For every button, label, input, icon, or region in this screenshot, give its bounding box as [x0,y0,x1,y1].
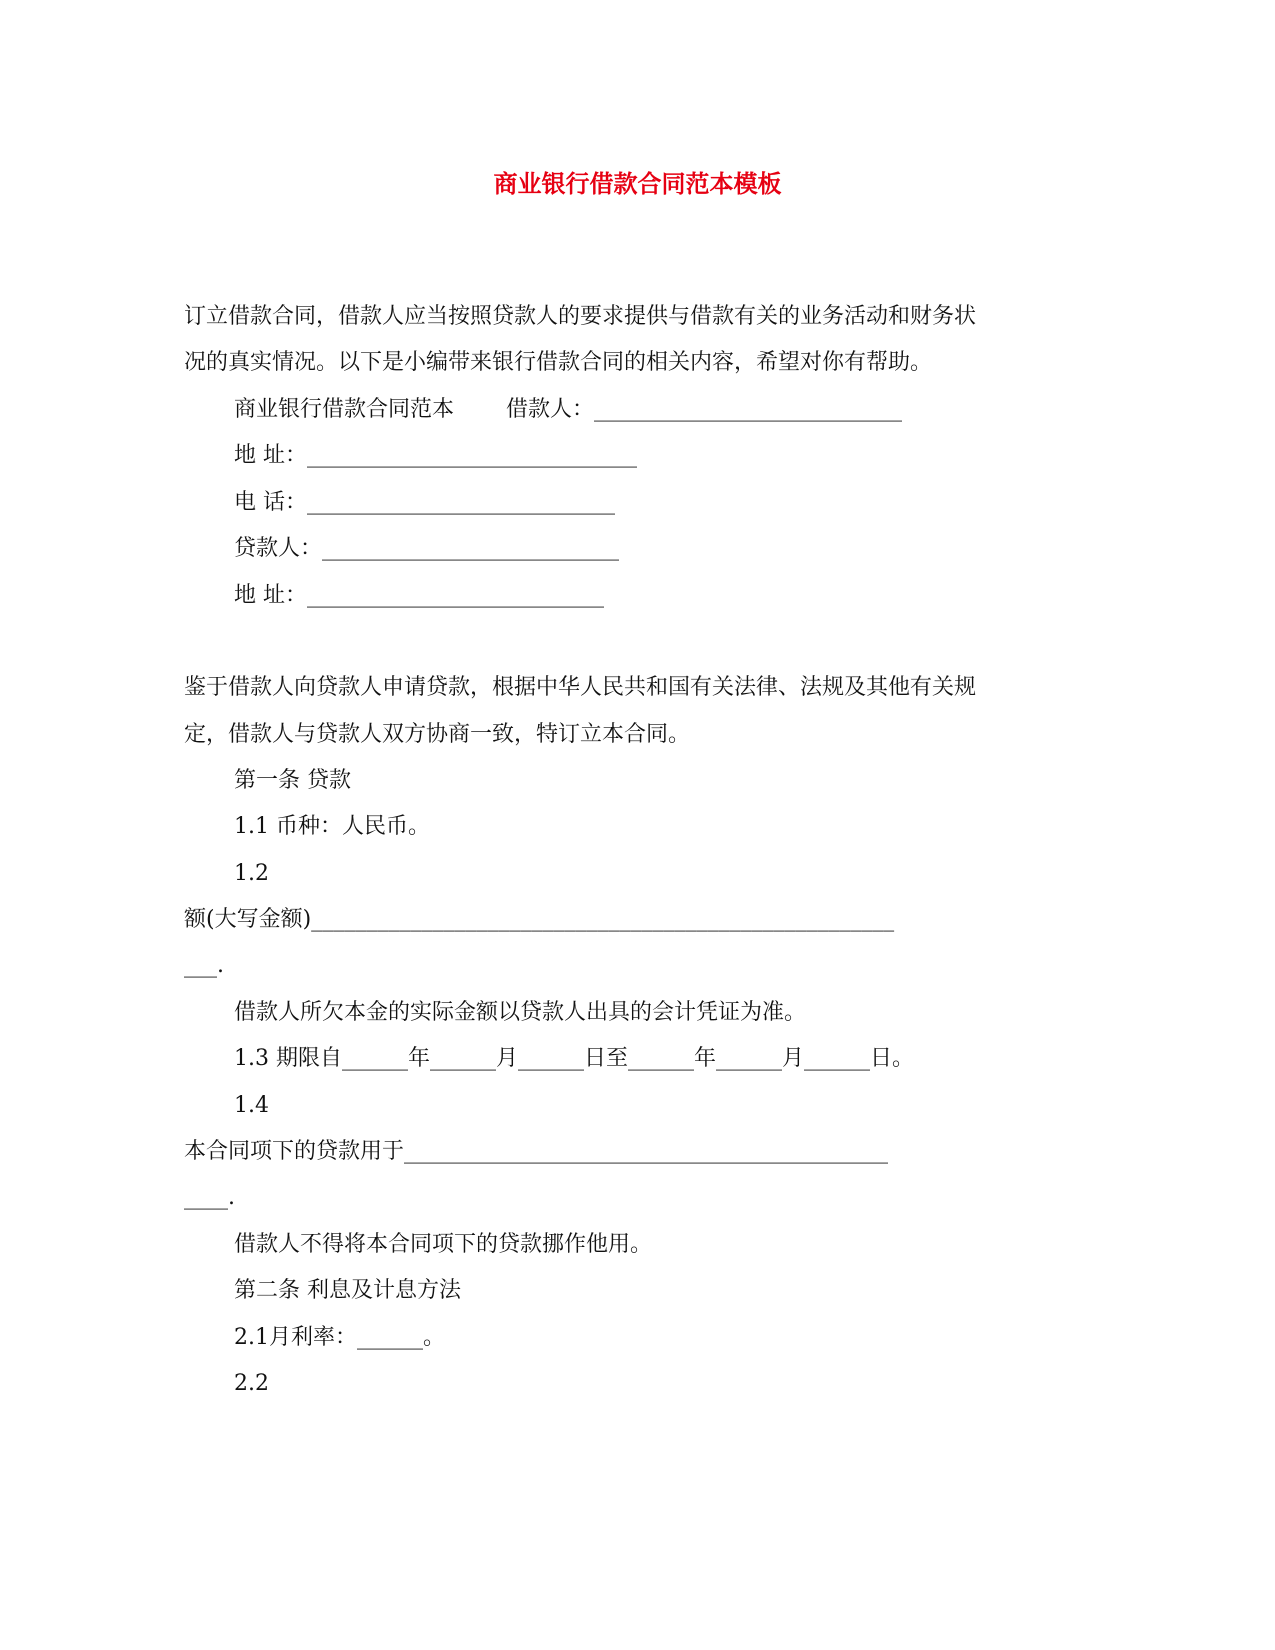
document-title: 商业银行借款合同范本模板 [493,169,782,198]
recital-line-2: 定，借款人与贷款人双方协商一致，特订立本合同。 [184,722,691,747]
lender-address-field: 地 址：___________________________ [234,583,604,608]
clause-1-3: 1.3 期限自______年______月______日至______年______月______日。 [234,1046,914,1071]
clause-1-4-tail: ____. [184,1185,235,1210]
article-1-title: 第一条 贷款 [234,768,351,793]
clause-1-1: 1.1 币种：人民币。 [234,814,430,839]
clause-1-4-body: 本合同项下的贷款用于____________________________________________ [184,1139,889,1164]
clause-1-2-body: 额(大写金额)_____________________________________________________ [184,907,895,932]
heading-borrower-row [234,395,902,425]
intro-line-1: 订立借款合同，借款人应当按照贷款人的要求提供与借款有关的业务活动和财务状 [184,304,977,329]
clause-1-4-note: 借款人不得将本合同项下的贷款挪作他用。 [234,1232,653,1257]
recital-line-1: 鉴于借款人向贷款人申请贷款，根据中华人民共和国有关法律、法规及其他有关规 [184,675,977,700]
phone-field: 电 话：____________________________ [234,490,615,515]
contract-heading: 商业银行借款合同范本 [234,397,455,422]
clause-1-2-tail: ___. [184,953,224,978]
lender-field: 贷款人：___________________________ [234,536,620,561]
intro-line-2: 况的真实情况。以下是小编带来银行借款合同的相关内容，希望对你有帮助。 [184,350,933,375]
article-2-title: 第二条 利息及计息方法 [234,1278,461,1303]
clause-1-2-number: 1.2 [234,861,269,886]
clause-1-4-number: 1.4 [234,1093,269,1118]
clause-2-2-number: 2.2 [234,1371,269,1396]
borrower-address-field: 地 址：______________________________ [234,443,637,468]
borrower-field: 借款人：____________________________ [506,397,903,422]
clause-2-1: 2.1月利率：______。 [234,1325,445,1350]
clause-1-2-note: 借款人所欠本金的实际金额以贷款人出具的会计凭证为准。 [234,1000,807,1025]
